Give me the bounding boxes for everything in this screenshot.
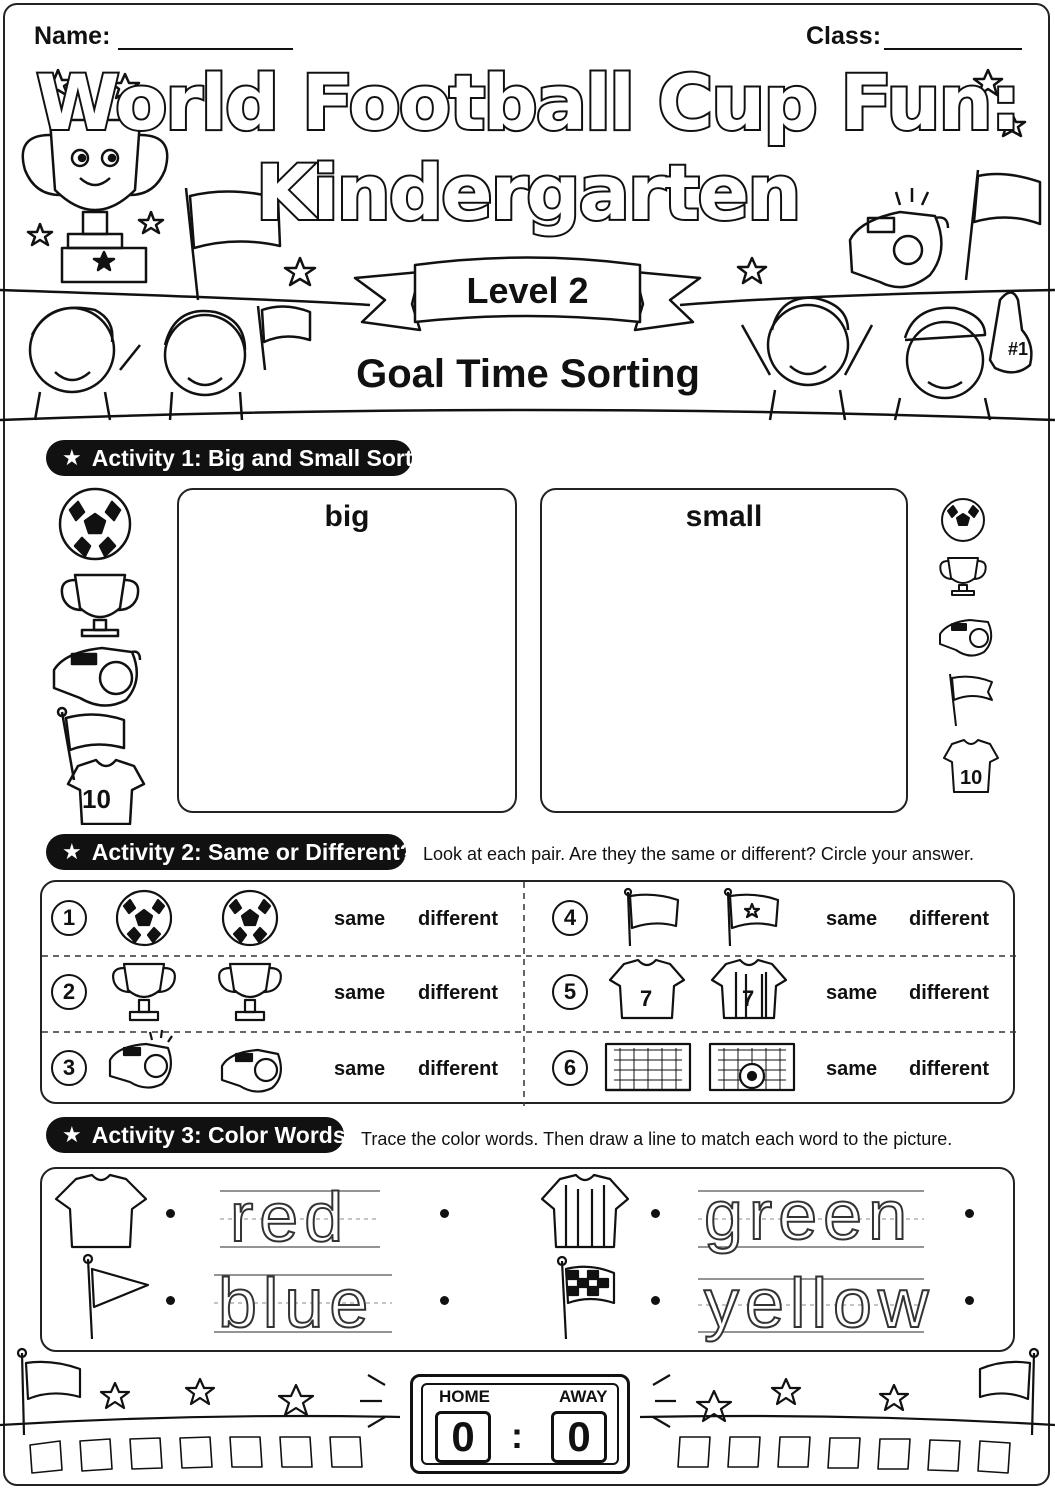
star-icon	[101, 1383, 129, 1408]
home-label: HOME	[439, 1387, 490, 1406]
trophy-icon	[219, 964, 281, 1020]
goal-icon	[606, 1044, 690, 1090]
goal-with-ball-icon	[710, 1044, 794, 1090]
answer-same-2[interactable]: same	[334, 982, 386, 1004]
checkered-flag-icon	[558, 1257, 614, 1339]
trace-word-red[interactable]: red	[230, 1178, 350, 1256]
striped-jersey-icon	[542, 1175, 628, 1247]
trace-word-blue[interactable]: blue	[218, 1264, 375, 1342]
match-dot[interactable]	[440, 1209, 449, 1218]
flag-icon[interactable]	[58, 708, 124, 780]
name-label: Name:	[34, 22, 111, 50]
row-number-6: 6	[552, 1050, 588, 1086]
answer-different-2[interactable]: different	[418, 982, 498, 1004]
t-shirt-icon	[56, 1175, 146, 1247]
small-sort-box[interactable]	[540, 488, 908, 813]
fan-sign-text: #1	[1008, 339, 1029, 359]
activity-3-pill	[46, 1117, 344, 1153]
activity-1-pill	[46, 440, 412, 476]
page-subtitle: Goal Time Sorting	[356, 352, 700, 396]
whistle-icon[interactable]	[54, 648, 140, 706]
big-box-label: big	[324, 500, 370, 533]
small-box-label: small	[685, 500, 763, 533]
row-number-1: 1	[51, 900, 87, 936]
match-dot[interactable]	[965, 1209, 974, 1218]
answer-different-6[interactable]: different	[909, 1058, 989, 1080]
star-icon: ★	[62, 839, 82, 864]
star-icon	[186, 1379, 214, 1404]
trophy-icon	[113, 964, 175, 1020]
scoreboard	[410, 1374, 630, 1474]
trace-word-green[interactable]: green	[704, 1176, 914, 1254]
row-number-2: 2	[51, 974, 87, 1010]
big-sort-box[interactable]	[177, 488, 517, 813]
trophy-icon[interactable]	[62, 575, 138, 636]
class-label: Class:	[806, 22, 882, 50]
whistle-icon	[222, 1050, 281, 1092]
title-line-1: World Football Cup Fun:	[35, 58, 1020, 147]
answer-different-5[interactable]: different	[909, 982, 989, 1004]
star-icon	[772, 1379, 800, 1404]
answer-same-4[interactable]: same	[826, 908, 878, 930]
answer-different-3[interactable]: different	[418, 1058, 498, 1080]
big-items-column	[40, 480, 170, 825]
trophy-icon[interactable]	[940, 558, 985, 595]
answer-same-5[interactable]: same	[826, 982, 878, 1004]
star-icon	[738, 258, 766, 283]
soccer-ball-icon	[117, 891, 171, 945]
whistle-icon	[110, 1030, 172, 1088]
match-dot[interactable]	[166, 1209, 175, 1218]
match-dot[interactable]	[166, 1296, 175, 1305]
flag-icon[interactable]	[950, 674, 992, 726]
whistle-icon[interactable]	[940, 620, 991, 656]
star-icon: ★	[62, 445, 82, 470]
answer-same-3[interactable]: same	[334, 1058, 386, 1080]
home-score: 0	[435, 1411, 491, 1463]
soccer-ball-icon[interactable]	[942, 499, 984, 541]
jersey-number: 10	[82, 784, 111, 814]
trace-word-yellow[interactable]: yellow	[704, 1264, 935, 1342]
star-icon	[279, 1385, 313, 1415]
jersey-number-small: 10	[960, 767, 983, 789]
match-dot[interactable]	[651, 1209, 660, 1218]
activity-2-pill	[46, 834, 414, 870]
pennant-flag-icon	[84, 1255, 148, 1339]
title-line-2: Kindergarten	[255, 148, 800, 237]
match-dot[interactable]	[965, 1296, 974, 1305]
jersey-number-5b: 7	[742, 986, 755, 1011]
activity-2-instruction: Look at each pair. Are they the same or different? Circle your answer.	[423, 844, 974, 864]
soccer-ball-icon[interactable]	[60, 489, 130, 559]
match-dot[interactable]	[440, 1296, 449, 1305]
star-icon	[880, 1385, 908, 1410]
activity-1-title: Activity 1: Big and Small Sort	[91, 444, 413, 471]
answer-different-4[interactable]: different	[909, 908, 989, 930]
star-icon	[285, 258, 315, 285]
pair-pictures	[0, 880, 1055, 1104]
star-icon: ★	[62, 1122, 82, 1147]
row-number-3: 3	[51, 1050, 87, 1086]
away-score: 0	[551, 1411, 607, 1463]
row-number-4: 4	[552, 900, 588, 936]
small-items-column	[930, 494, 1010, 804]
row-number-5: 5	[552, 974, 588, 1010]
activity-3-instruction: Trace the color words. Then draw a line to match each word to the picture.	[361, 1129, 953, 1149]
kid-cheering-icon	[30, 308, 140, 420]
answer-same-1[interactable]: same	[334, 908, 386, 930]
score-separator: :	[511, 1415, 523, 1456]
match-dot[interactable]	[651, 1296, 660, 1305]
activity-2-title: Activity 2: Same or Different?	[91, 838, 414, 865]
answer-different-1[interactable]: different	[418, 908, 498, 930]
level-label: Level 2	[466, 270, 589, 311]
flag-with-star-icon	[725, 889, 778, 946]
away-label: AWAY	[559, 1387, 608, 1406]
answer-same-6[interactable]: same	[826, 1058, 878, 1080]
flag-icon	[625, 889, 678, 946]
activity-3-title: Activity 3: Color Words	[91, 1121, 346, 1148]
soccer-ball-icon	[223, 891, 277, 945]
jersey-number-5a: 7	[640, 986, 653, 1011]
